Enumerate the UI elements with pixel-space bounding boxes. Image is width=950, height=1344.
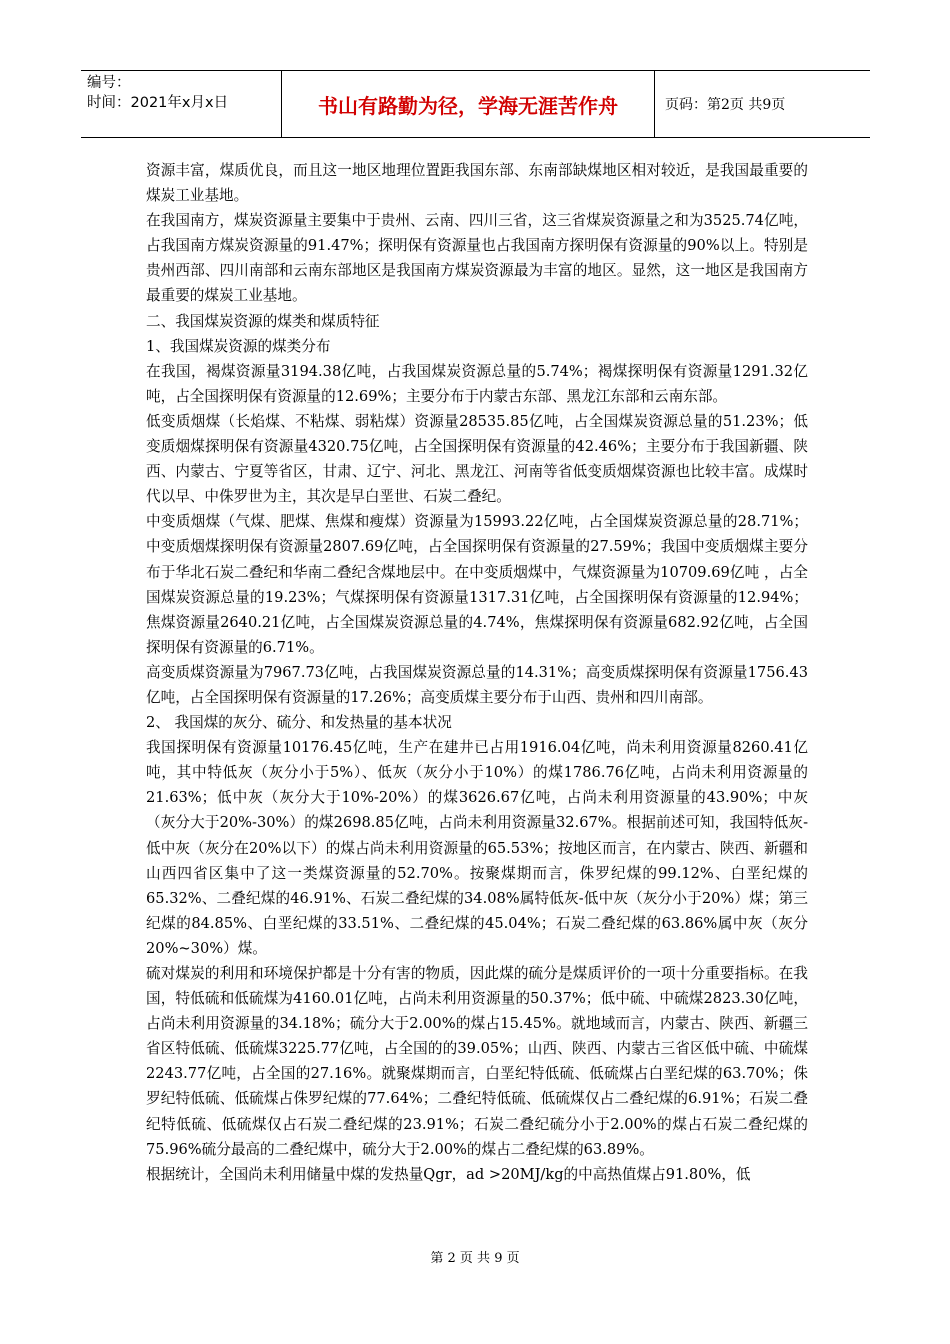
document-body bbox=[146, 158, 808, 1187]
page-footer: 第 2 页 共 9 页 bbox=[430, 1251, 520, 1266]
subsection-heading: 1、我国煤炭资源的煤类分布 bbox=[146, 337, 331, 355]
paragraph: 我国探明保有资源量10176.45亿吨，生产在建井已占用1916.04亿吨，尚未利用资源量8260.41亿吨，其中特低灰（灰分小于5%）、低灰（灰分小于10%）的煤1786.76亿吨，占尚未利用资源量的21.63%；低中灰（灰分大于10%-20%）的煤3626.67亿吨，占尚未利用资源量的43.90%；中灰（灰分大于20%-30%）的煤2698.85亿吨，占尚未利用资源量32.67%。根据前述可知，我国特低灰-低中灰（灰分在20%以下）的煤占尚未利用资源量的65.53%；按地区而言，在内蒙古、陕西、新疆和山西四省区集中了这一类煤资源量的52.70%。按聚煤期而言，侏罗纪煤的99.12%、白垩纪煤的65.32%、二叠纪煤的46.91%、石炭二叠纪煤的34.08%属特低灰-低中灰（灰分小于20%）煤；第三纪煤的84.85%、白垩纪煤的33.51%、二叠纪煤的45.04%；石炭二叠纪煤的63.86%属中灰（灰分20%~30%）煤。 bbox=[146, 739, 808, 957]
document-number: 编号： bbox=[87, 75, 131, 91]
document-date: 时间：2021年x月x日 bbox=[87, 95, 229, 111]
page-header bbox=[81, 70, 870, 138]
paragraph: 高变质煤资源量为7967.73亿吨，占我国煤炭资源总量的14.31%；高变质煤探明保有资源量1756.43亿吨，占全国探明保有资源量的17.26%；高变质煤主要分布于山西、贵州和四川南部。 bbox=[146, 663, 808, 706]
paragraph: 资源丰富，煤质优良，而且这一地区地理位置距我国东部、东南部缺煤地区相对较近，是我国最重要的煤炭工业基地。 bbox=[146, 162, 808, 205]
header-motto: 书山有路勤为径，学海无涯苦作舟 bbox=[281, 71, 655, 137]
paragraph: 低变质烟煤（长焰煤、不粘煤、弱粘煤）资源量28535.85亿吨，占全国煤炭资源总量的51.23%；低变质烟煤探明保有资源量4320.75亿吨，占全国探明保有资源量的42.46%；主要分布于我国新疆、陕西、内蒙古、宁夏等省区，甘肃、辽宁、河北、黑龙江、河南等省低变质烟煤资源也比较丰富。成煤时代以早、中侏罗世为主，其次是早白垩世、石炭二叠纪。 bbox=[146, 412, 808, 506]
paragraph: 硫对煤炭的利用和环境保护都是十分有害的物质，因此煤的硫分是煤质评价的一项十分重要指标。在我国，特低硫和低硫煤为4160.01亿吨，占尚未利用资源量的50.37%；低中硫、中硫煤2823.30亿吨，占尚未利用资源量的34.18%；硫分大于2.00%的煤占15.45%。就地域而言，内蒙古、陕西、新疆三省区特低硫、低硫煤3225.77亿吨，占全国的的39.05%；山西、陕西、内蒙古三省区低中硫、中硫煤2243.77亿吨，占全国的27.16%。就聚煤期而言，白垩纪特低硫、低硫煤占白垩纪煤的63.70%；侏罗纪特低硫、低硫煤占侏罗纪煤的77.64%；二叠纪特低硫、低硫煤仅占二叠纪煤的6.91%；石炭二叠纪特低硫、低硫煤仅占石炭二叠纪煤的23.91%；石炭二叠纪硫分小于2.00%的煤占石炭二叠纪煤的75.96%硫分最高的二叠纪煤中，硫分大于2.00%的煤占二叠纪煤的63.89%。 bbox=[146, 965, 808, 1158]
paragraph: 在我国，褐煤资源量3194.38亿吨，占我国煤炭资源总量的5.74%；褐煤探明保有资源量1291.32亿吨，占全国探明保有资源量的12.69%；主要分布于内蒙古东部、黑龙江东部和云南东部。 bbox=[146, 362, 808, 405]
paragraph: 中变质烟煤（气煤、肥煤、焦煤和瘦煤）资源量为15993.22亿吨，占全国煤炭资源总量的28.71%；中变质烟煤探明保有资源量2807.69亿吨，占全国探明保有资源量的27.59%；我国中变质烟煤主要分布于华北石炭二叠纪和华南二叠纪含煤地层中。在中变质烟煤中，气煤资源量为10709.69亿吨 ，占全国煤炭资源总量的19.23%；气煤探明保有资源量1317.31亿吨，占全国探明保有资源量的12.94%；焦煤资源量2640.21亿吨，占全国煤炭资源总量的4.74%，焦煤探明保有资源量682.92亿吨，占全国探明保有资源量的6.71%。 bbox=[146, 513, 808, 656]
header-page-info: 页码：第2页 共9页 bbox=[665, 97, 786, 113]
paragraph: 根据统计，全国尚未利用储量中煤的发热量Qgr，ad >20MJ/kg的中高热值煤占91.80%，低 bbox=[146, 1165, 751, 1183]
subsection-heading: 2、 我国煤的灰分、硫分、和发热量的基本状况 bbox=[146, 714, 452, 732]
paragraph: 在我国南方，煤炭资源量主要集中于贵州、云南、四川三省，这三省煤炭资源量之和为3525.74亿吨，占我国南方煤炭资源量的91.47%；探明保有资源量也占我国南方探明保有资源量的90%以上。特别是贵州西部、四川南部和云南东部地区是我国南方煤炭资源最为丰富的地区。显然，这一地区是我国南方最重要的煤炭工业基地。 bbox=[146, 212, 808, 305]
section-heading: 二、我国煤炭资源的煤类和煤质特征 bbox=[146, 312, 380, 330]
header-meta bbox=[81, 71, 281, 137]
